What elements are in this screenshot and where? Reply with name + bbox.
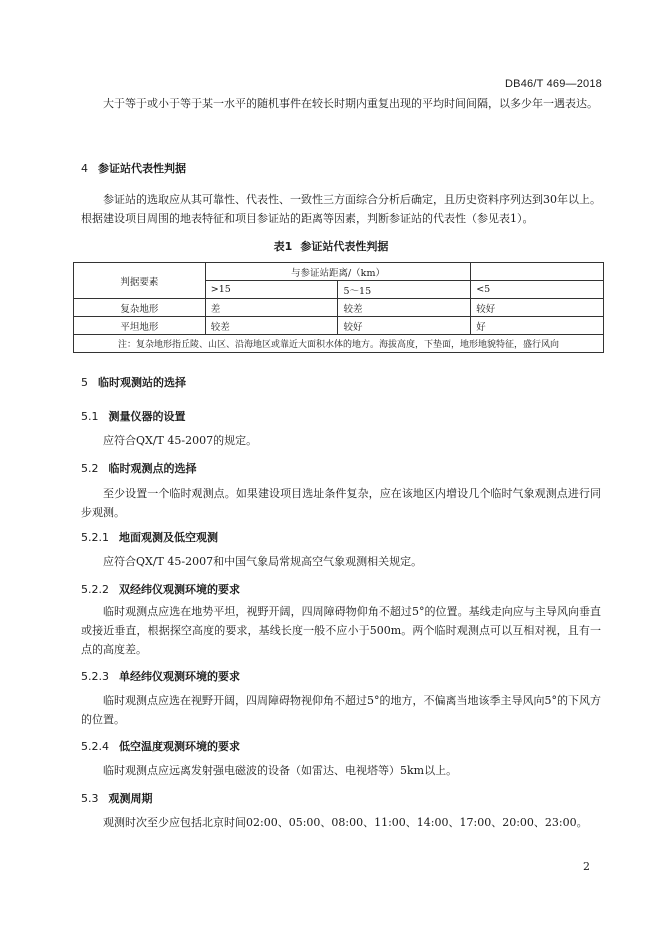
table-cell: 较差: [205, 317, 338, 335]
section-number: 5.2.3: [81, 670, 109, 683]
section-title: 临时观测点的选择: [108, 462, 197, 475]
table-cell: 好: [471, 317, 604, 335]
table-header-row: [74, 263, 604, 281]
table-cell: 较差: [338, 299, 471, 317]
table-row: [74, 317, 604, 335]
section-5-2-2-heading: [81, 581, 240, 597]
section-5-2-paragraph: 至少设置一个临时观测点。如果建设项目选址条件复杂，应在该地区内增设几个临时气象观测点进行同步观测。: [81, 487, 601, 519]
empty-header-cell: [471, 263, 604, 281]
page-number: 2: [583, 860, 590, 873]
table-cell: 较好: [338, 317, 471, 335]
section-4-paragraph: 参证站的选取应从其可靠性、代表性、一致性三方面综合分析后确定，且历史资料序列达到30年以上。根据建设项目周围的地表特征和项目参证站的距离等因素，判断参证站的代表性（参见表1）。: [81, 193, 601, 225]
distance-col-cell: 5～15: [338, 281, 471, 299]
doc-code-header: DB46/T 469—2018: [505, 78, 602, 90]
section-5-1-heading: [81, 408, 186, 424]
section-number: 5.2.1: [81, 531, 109, 544]
section-5-2-heading: [81, 460, 197, 476]
section-5-2-3-paragraph: 临时观测点应选在视野开阔，四周障碍物视仰角不超过5°的地方，不偏离当地该季主导风向5°的下风方的位置。: [81, 694, 601, 726]
section-number: 5.3: [81, 792, 99, 805]
section-number: 5.1: [81, 410, 99, 423]
section-title: 测量仪器的设置: [108, 410, 186, 423]
section-number: 5.2.2: [81, 583, 109, 596]
section-5-3-paragraph: 观测时次至少应包括北京时间02:00、05:00、08:00、11:00、14:00、17:00、20:00、23:00。: [103, 816, 588, 829]
table-caption: [0, 238, 662, 254]
row-label-cell: 复杂地形: [74, 299, 206, 317]
section-title: 双经纬仪观测环境的要求: [119, 583, 240, 596]
distance-header-cell: 与参证站距离/（km）: [205, 263, 470, 281]
table-cell: 差: [205, 299, 338, 317]
section-title: 参证站代表性判据: [98, 162, 186, 175]
section-title: 单经纬仪观测环境的要求: [119, 670, 240, 683]
distance-col-cell: >15: [205, 281, 338, 299]
section-5-2-1-paragraph: 应符合QX/T 45-2007和中国气象局常规高空气象观测相关规定。: [103, 555, 423, 568]
table-note-row: [74, 335, 604, 353]
section-number: 5.2.4: [81, 740, 109, 753]
section-5-2-3-heading: [81, 668, 240, 684]
table-cell: 较好: [471, 299, 604, 317]
intro-paragraph: 大于等于或小于等于某一水平的随机事件在较长时期内重复出现的平均时间间隔，以多少年一遇表达。: [103, 97, 598, 110]
representativeness-table: [73, 262, 604, 353]
section-number: 5.2: [81, 462, 99, 475]
row-label-cell: 平坦地形: [74, 317, 206, 335]
table-note: 注：复杂地形指丘陵、山区、沿海地区或靠近大面积水体的地方。海拔高度，下垫面，地形地貌特征，盛行风向: [74, 335, 604, 353]
distance-col-cell: <5: [471, 281, 604, 299]
section-number: 4: [81, 162, 88, 175]
section-number: 5: [81, 376, 88, 389]
section-5-heading: [81, 374, 186, 390]
table-row: [74, 299, 604, 317]
section-5-3-heading: [81, 790, 153, 806]
section-5-2-4-heading: [81, 738, 240, 754]
row-header-cell: 判据要素: [74, 263, 206, 299]
table-title: 参证站代表性判据: [300, 240, 389, 253]
table-number: 表1: [273, 240, 293, 253]
section-5-1-paragraph: 应符合QX/T 45-2007的规定。: [103, 434, 258, 447]
section-5-2-1-heading: [81, 529, 218, 545]
section-4-heading: [81, 160, 186, 176]
section-5-2-2-paragraph: 临时观测点应选在地势平坦，视野开阔，四周障碍物仰角不超过5°的位置。基线走向应与主导风向垂直或接近垂直，根据探空高度的要求，基线长度一般不应小于500m。两个临时观测点可以互相对视，且有一点的高度差。: [81, 605, 601, 656]
section-title: 地面观测及低空观测: [119, 531, 218, 544]
section-title: 临时观测站的选择: [98, 376, 186, 389]
section-title: 低空温度观测环境的要求: [119, 740, 240, 753]
section-5-2-4-paragraph: 临时观测点应远离发射强电磁波的设备（如雷达、电视塔等）5km以上。: [103, 764, 458, 777]
section-title: 观测周期: [108, 792, 153, 805]
